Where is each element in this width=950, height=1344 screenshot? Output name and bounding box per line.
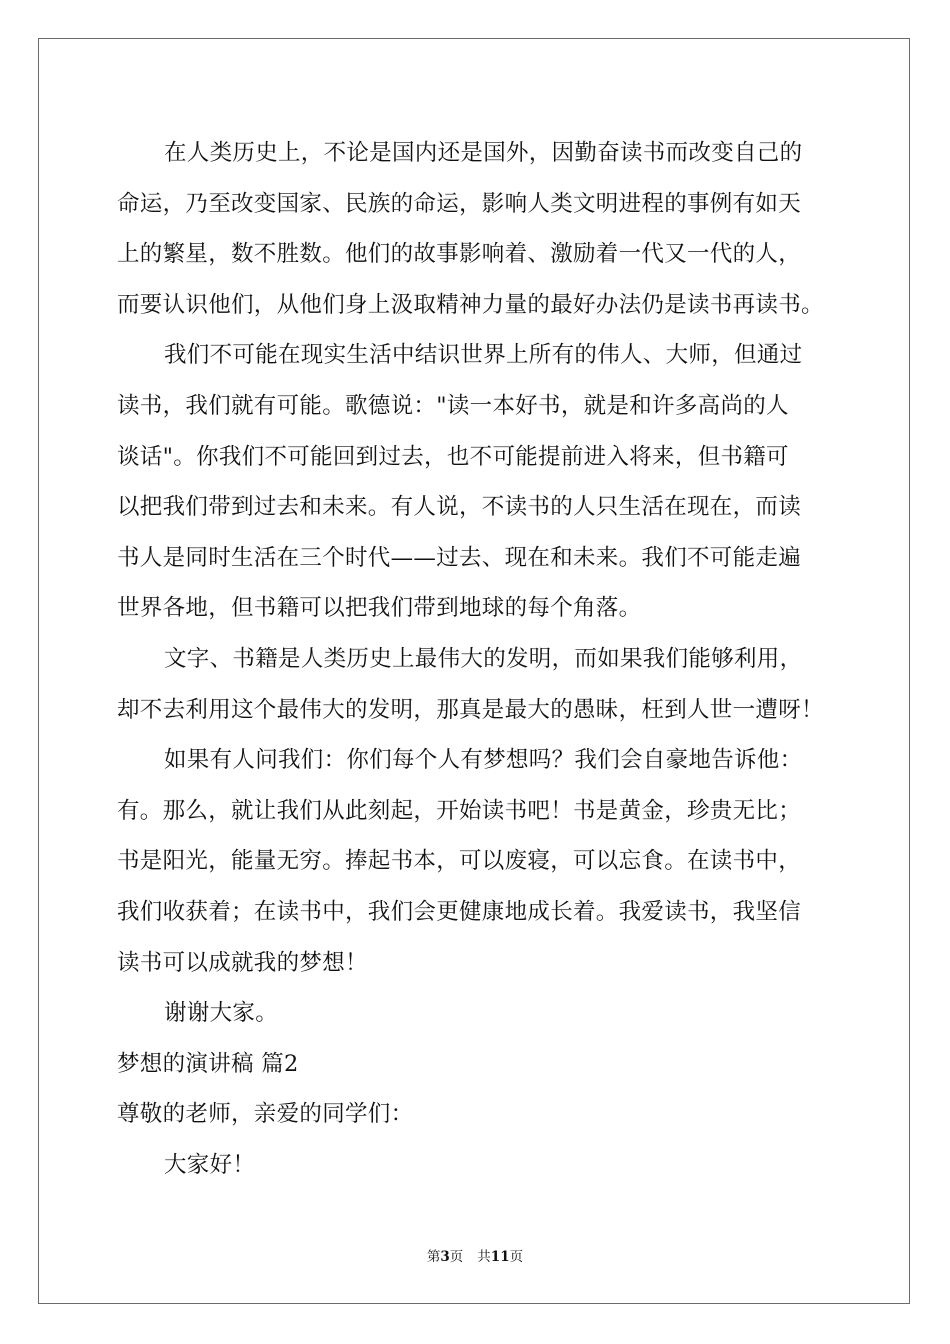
text-line: 读书，我们就有可能。歌德说："读一本好书，就是和许多高尚的人 <box>117 392 789 419</box>
text-line: 如果有人问我们：你们每个人有梦想吗？我们会自豪地告诉他： <box>164 747 803 774</box>
page-number: 3 <box>440 1249 450 1265</box>
page-suffix: 页 <box>449 1249 464 1265</box>
text-line: 书人是同时生活在三个时代——过去、现在和未来。我们不可能走遍 <box>117 544 802 571</box>
total-prefix: 共 <box>477 1249 491 1265</box>
text-line: 我们不可能在现实生活中结识世界上所有的伟人、大师，但通过 <box>164 342 803 369</box>
text-line: 书是阳光，能量无穷。捧起书本，可以废寝，可以忘食。在读书中， <box>117 848 802 875</box>
text-line: 读书可以成就我的梦想！ <box>117 949 368 976</box>
text-line: 我们收获着；在读书中，我们会更健康地成长着。我爱读书，我坚信 <box>117 898 802 925</box>
text-line: 梦想的演讲稿 篇2 <box>117 1050 299 1077</box>
text-line: 文字、书籍是人类历史上最伟大的发明，而如果我们能够利用， <box>164 645 803 672</box>
total-suffix: 页 <box>509 1249 524 1265</box>
page-prefix: 第 <box>426 1249 441 1265</box>
total-pages: 11 <box>490 1249 510 1265</box>
text-line: 世界各地，但书籍可以把我们带到地球的每个角落。 <box>117 595 642 622</box>
text-line: 以把我们带到过去和未来。有人说，不读书的人只生活在现在，而读 <box>117 494 802 521</box>
text-line: 却不去利用这个最伟大的发明，那真是最大的愚昧，枉到人世一遭呀！ <box>117 696 824 723</box>
text-line: 谢谢大家。 <box>164 1000 279 1027</box>
text-line: 上的繁星，数不胜数。他们的故事影响着、激励着一代又一代的人， <box>117 241 802 268</box>
text-line: 大家好！ <box>164 1151 256 1178</box>
page-footer <box>0 1247 950 1267</box>
document-body <box>117 128 857 1190</box>
text-line: 尊敬的老师，亲爱的同学们： <box>117 1101 414 1128</box>
text-line: 有。那么，就让我们从此刻起，开始读书吧！书是黄金，珍贵无比； <box>117 797 802 824</box>
text-line: 而要认识他们，从他们身上汲取精神力量的最好办法仍是读书再读书。 <box>117 291 824 318</box>
text-line: 在人类历史上，不论是国内还是国外，因勤奋读书而改变自己的 <box>164 140 803 166</box>
text-line: 命运，乃至改变国家、民族的命运，影响人类文明进程的事例有如天 <box>117 190 802 217</box>
text-line: 谈话"。你我们不可能回到过去，也不可能提前进入将来，但书籍可 <box>117 443 789 470</box>
